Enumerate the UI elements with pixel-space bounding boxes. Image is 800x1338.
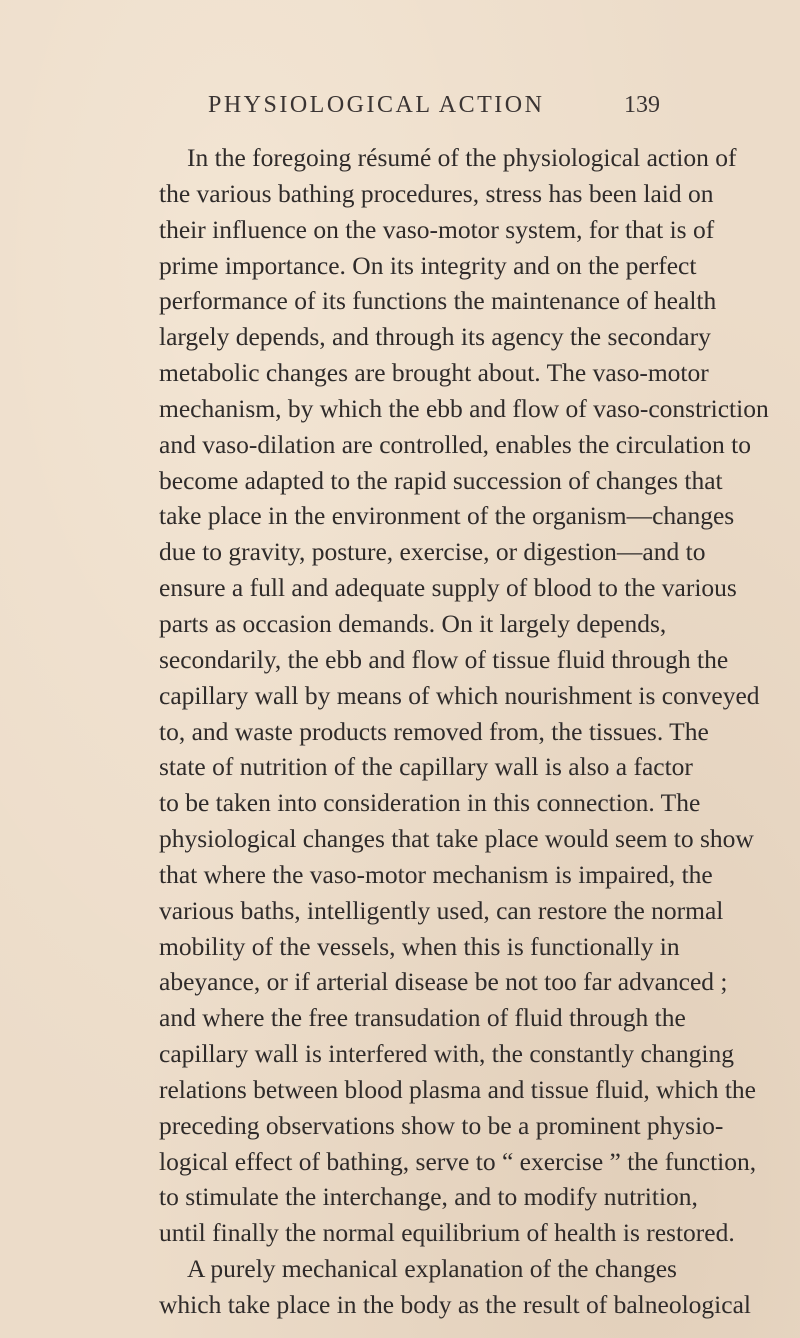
text-line: A purely mechanical explanation of the changes	[187, 1254, 677, 1284]
text-line: become adapted to the rapid succession of changes that	[159, 465, 723, 495]
text-line: largely depends, and through its agency the secondary	[159, 322, 711, 352]
text-line: which take place in the body as the result of balneological	[159, 1290, 751, 1319]
running-head	[208, 92, 660, 126]
text-line: until finally the normal equilibrium of health is restored.	[159, 1218, 735, 1248]
text-line: that where the vaso-motor mechanism is impaired, the	[159, 859, 713, 889]
text-line: due to gravity, posture, exercise, or digestion—and to	[159, 537, 706, 567]
text-line: mechanism, by which the ebb and flow of vaso-constriction	[159, 393, 769, 423]
text-line: to be taken into consideration in this connection. The	[159, 788, 701, 818]
text-line: and vaso-dilation are controlled, enables the circulation to	[159, 429, 751, 459]
page-number: 139	[624, 92, 660, 118]
text-line: physiological changes that take place would seem to show	[159, 824, 754, 854]
text-line: capillary wall by means of which nourishment is conveyed	[159, 680, 760, 710]
text-line: to stimulate the interchange, and to modify nutrition,	[159, 1182, 698, 1212]
text-line: various baths, intelligently used, can restore the normal	[159, 895, 724, 925]
text-line: secondarily, the ebb and flow of tissue fluid through the	[159, 644, 729, 674]
text-line: ensure a full and adequate supply of blood to the various	[159, 573, 737, 603]
text-line: mobility of the vessels, when this is functionally in	[159, 931, 680, 961]
body-text	[159, 140, 769, 1319]
text-line: performance of its functions the maintenance of health	[159, 286, 717, 316]
text-line: take place in the environment of the organism—changes	[159, 501, 735, 531]
text-line: preceding observations show to be a prominent physio-	[159, 1110, 724, 1140]
text-line: to, and waste products removed from, the tissues. The	[159, 716, 709, 746]
text-line: relations between blood plasma and tissue fluid, which the	[159, 1074, 756, 1104]
text-line: metabolic changes are brought about. The vaso-motor	[159, 358, 709, 388]
text-line: logical effect of bathing, serve to “ exercise ” the function,	[159, 1146, 757, 1176]
text-line: the various bathing procedures, stress has been laid on	[159, 178, 714, 208]
text-line: their influence on the vaso-motor system, for that is of	[159, 214, 715, 244]
text-line: abeyance, or if arterial disease be not too far advanced ;	[159, 967, 728, 997]
text-line: and where the free transudation of fluid through the	[159, 1003, 686, 1033]
running-title: PHYSIOLOGICAL ACTION	[208, 92, 545, 118]
text-line: state of nutrition of the capillary wall is also a factor	[159, 752, 693, 782]
text-line: prime importance. On its integrity and on the perfect	[159, 250, 697, 280]
text-line: capillary wall is interfered with, the constantly changing	[159, 1039, 734, 1069]
text-line: parts as occasion demands. On it largely depends,	[159, 608, 667, 638]
text-line: In the foregoing résumé of the physiological action of	[187, 143, 737, 172]
